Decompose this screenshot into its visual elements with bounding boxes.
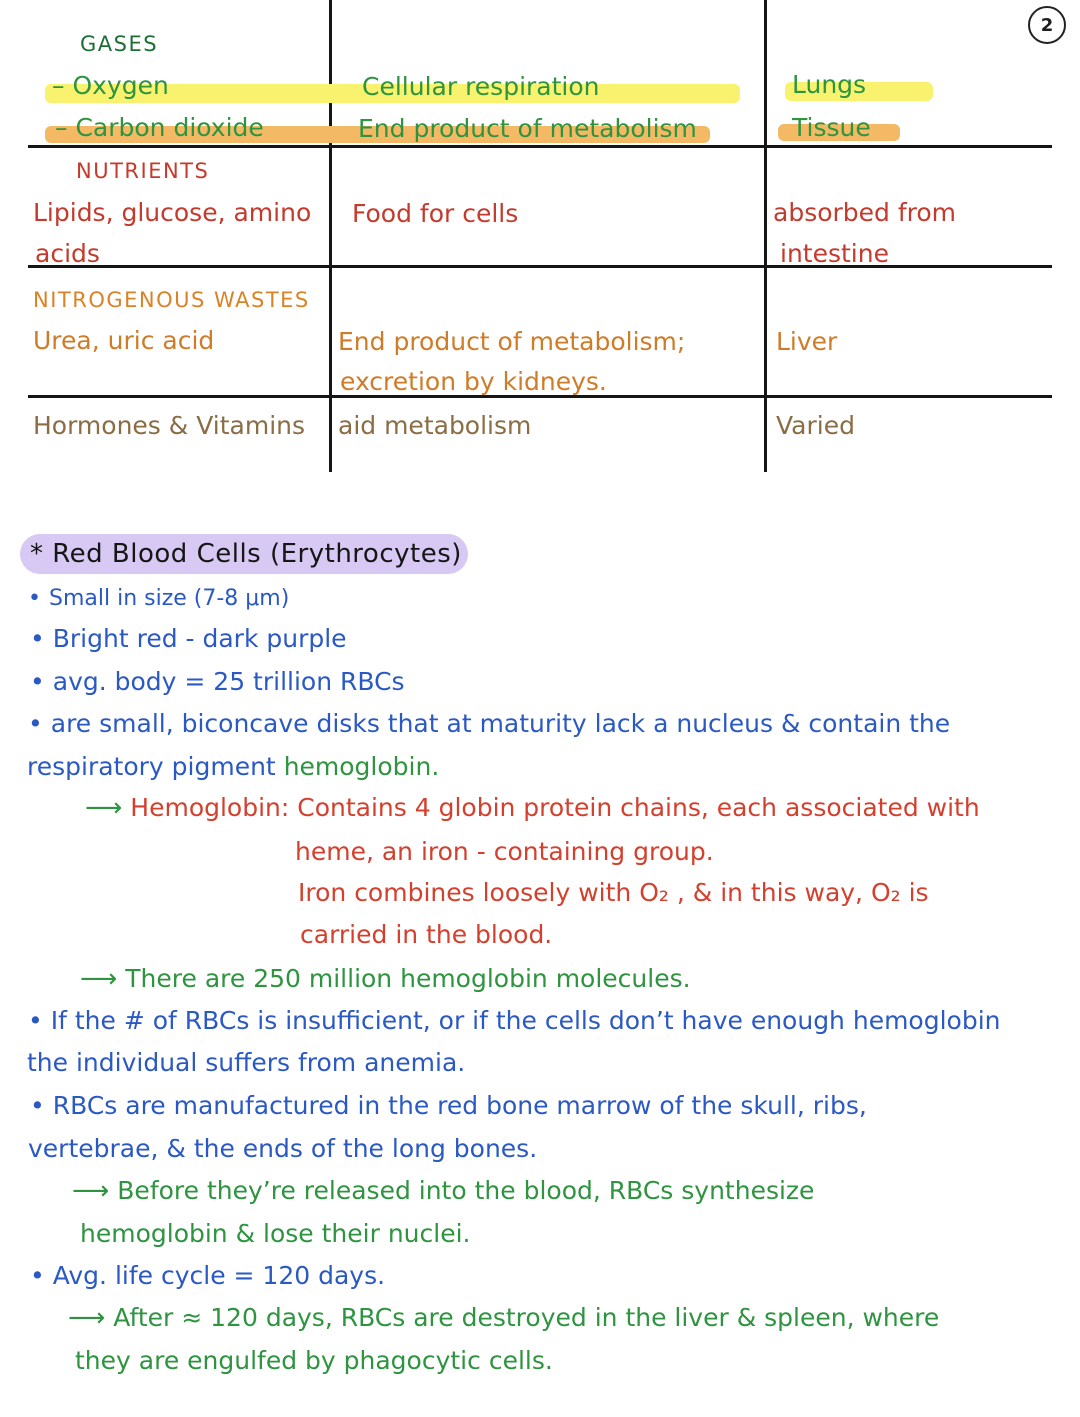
note-size <box>28 586 289 611</box>
note-count-text: avg. body = 25 trillion RBCs <box>52 667 405 696</box>
note-hemoglobin-word: hemoglobin. <box>283 752 440 781</box>
note-destroyed-text-1: After ≈ 120 days, RBCs are destroyed in the liver & spleen, where <box>113 1303 940 1332</box>
note-lifecycle-text: Avg. life cycle = 120 days. <box>52 1261 386 1290</box>
cell-wastes-fn-2: excretion by kidneys. <box>340 367 607 396</box>
note-anemia-1 <box>28 1007 1001 1036</box>
table-vline-2 <box>764 0 767 472</box>
note-count <box>30 668 405 697</box>
cell-nutrients-function: Food for cells <box>352 199 519 228</box>
star-glyph: * <box>30 539 44 569</box>
note-molecules-text: There are 250 million hemoglobin molecules. <box>125 964 691 993</box>
note-shape-1 <box>28 710 950 739</box>
bullet-glyph: • <box>28 709 43 738</box>
note-destroyed-2: they are engulfed by phagocytic cells. <box>75 1346 553 1375</box>
bullet-glyph: • <box>30 1091 45 1120</box>
cell-gases-oxygen: – Oxygen <box>52 71 169 100</box>
bullet-glyph: • <box>28 586 41 611</box>
cell-nutrients-source-1: absorbed from <box>773 198 957 227</box>
note-hemoglobin-def-3: Iron combines loosely with O₂ , & in this way, O₂ is <box>298 878 929 907</box>
hemoglobin-label: Hemoglobin: <box>130 793 298 822</box>
cell-gases-function: Cellular respiration <box>362 72 600 101</box>
cell-nutrients-list-2: acids <box>35 239 100 268</box>
table-header-wastes: NITROGENOUS WASTES <box>33 288 310 312</box>
note-hemoglobin-def-2: heme, an iron - containing group. <box>295 837 714 866</box>
cell-nutrients-source-2: intestine <box>780 239 889 268</box>
cell-nutrients-list-1: Lipids, glucose, amino <box>33 198 312 227</box>
cell-wastes-fn-1: End product of metabolism; <box>338 327 686 356</box>
section-title: Red Blood Cells (Erythrocytes) <box>43 539 462 569</box>
note-shape-2 <box>27 753 439 782</box>
section-heading-rbc <box>30 540 462 570</box>
table-hline-2 <box>28 265 1052 268</box>
note-molecules <box>80 965 691 995</box>
table-header-nutrients: NUTRIENTS <box>76 159 210 183</box>
bullet-glyph: • <box>30 624 45 653</box>
hemoglobin-def-text-1: Contains 4 globin protein chains, each associated with <box>297 793 980 822</box>
arrow-icon: ⟶ <box>85 793 123 823</box>
cell-wastes-source: Liver <box>776 327 838 356</box>
note-hemoglobin-def-4: carried in the blood. <box>300 920 553 949</box>
page-number: 2 <box>1040 14 1054 36</box>
table-vline-1 <box>329 0 332 472</box>
note-release-2: hemoglobin & lose their nuclei. <box>80 1219 471 1248</box>
note-lifecycle <box>30 1262 385 1291</box>
note-marrow-1 <box>30 1092 867 1121</box>
note-marrow-text-1: RBCs are manufactured in the red bone marrow of the skull, ribs, <box>52 1091 867 1120</box>
arrow-icon: ⟶ <box>80 964 118 994</box>
cell-hormones-list: Hormones & Vitamins <box>33 411 306 440</box>
note-color-text: Bright red - dark purple <box>52 624 347 653</box>
cell-co2-function: End product of metabolism <box>358 114 697 143</box>
bullet-glyph: • <box>30 667 45 696</box>
note-anemia-2: the individual suffers from anemia. <box>27 1048 466 1077</box>
page-number-badge <box>1028 6 1066 44</box>
table-header-gases: GASES <box>80 32 159 56</box>
cell-co2: – Carbon dioxide <box>55 113 264 142</box>
cell-hormones-source: Varied <box>776 411 855 440</box>
note-destroyed-1 <box>68 1304 939 1334</box>
table-hline-1 <box>28 145 1052 148</box>
bullet-glyph: • <box>28 1006 43 1035</box>
note-hemoglobin-def-1 <box>85 794 980 824</box>
cell-co2-source: Tissue <box>792 113 871 142</box>
note-release-1 <box>72 1177 814 1207</box>
arrow-icon: ⟶ <box>72 1176 110 1206</box>
cell-hormones-function: aid metabolism <box>338 411 532 440</box>
note-shape-text: are small, biconcave disks that at maturity lack a nucleus & contain the <box>50 709 951 738</box>
bullet-glyph: • <box>30 1261 45 1290</box>
note-marrow-2: vertebrae, & the ends of the long bones. <box>28 1134 538 1163</box>
arrow-icon: ⟶ <box>68 1303 106 1333</box>
note-release-text-1: Before they’re released into the blood, RBCs synthesize <box>117 1176 815 1205</box>
cell-wastes-list: Urea, uric acid <box>33 326 215 355</box>
cell-gases-source: Lungs <box>792 70 867 99</box>
note-shape-cont: respiratory pigment <box>27 752 284 781</box>
note-color <box>30 625 347 654</box>
note-size-text: Small in size (7-8 μm) <box>48 586 290 611</box>
note-anemia-text-1: If the # of RBCs is insufficient, or if the cells don’t have enough hemoglobin <box>50 1006 1001 1035</box>
